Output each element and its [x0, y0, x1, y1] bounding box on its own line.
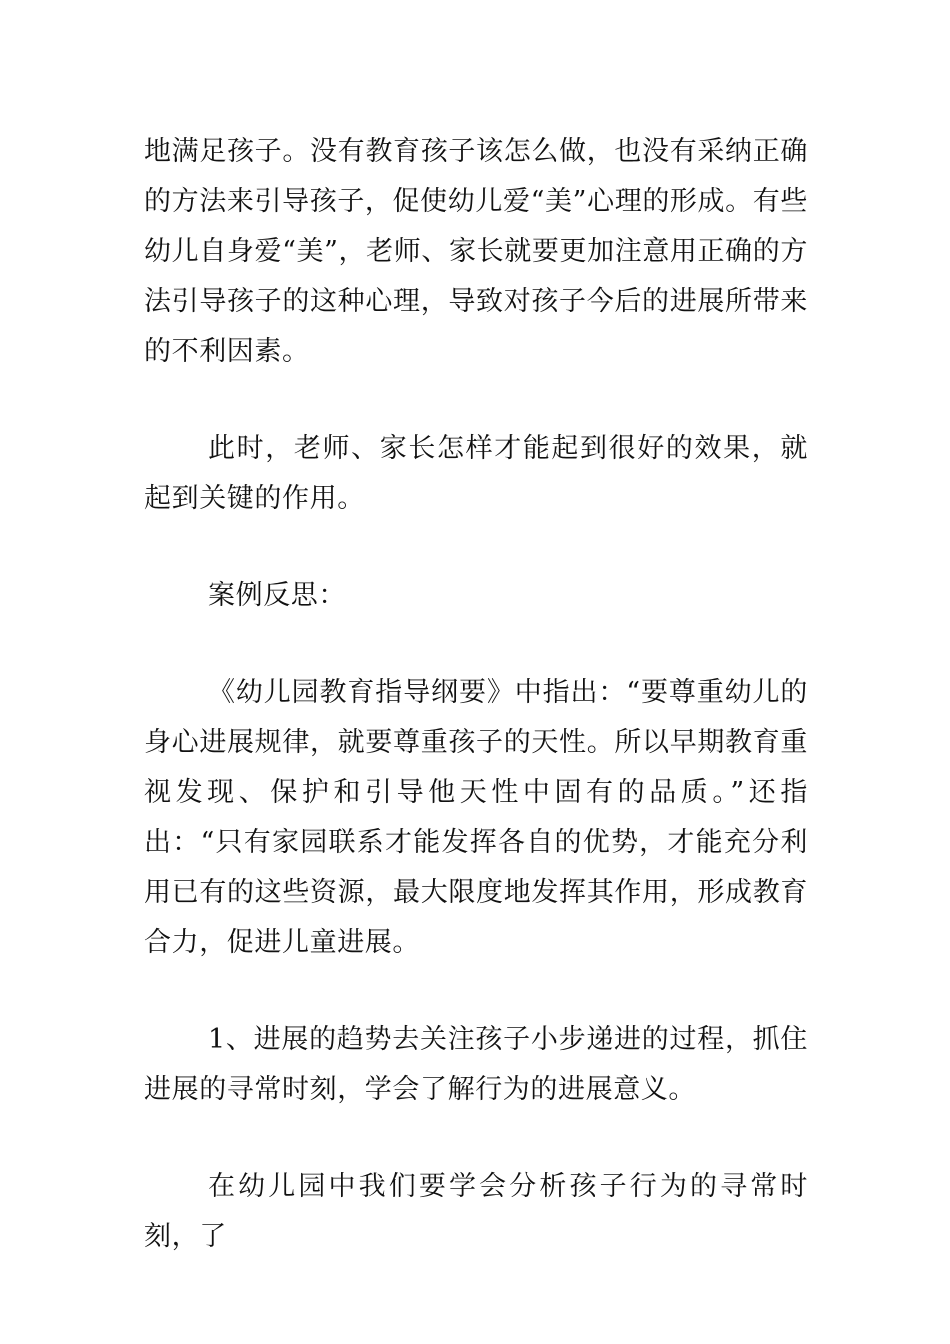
paragraph-continuation: 地满足孩子。没有教育孩子该怎么做，也没有采纳正确的方法来引导孩子，促使幼儿爱“美”心理的形成。有些幼儿自身爱“美”，老师、家长就要更加注意用正确的方法引导孩子的这种心理，导致对孩子今后的进展所带来的不利因素。 [144, 136, 808, 367]
section-heading-reflection: 案例反思： [208, 580, 346, 611]
document-body [144, 127, 808, 1262]
paragraph-point-1: 1、进展的趋势去关注孩子小步递进的过程，抓住 进展的寻常时刻，学会了解行为的进展意义。 [144, 1024, 808, 1105]
paragraph-effect: 此时，老师、家长怎样才能起到很好的效果，就起到关键的作用。 [144, 433, 808, 514]
paragraph-analysis: 在幼儿园中我们要学会分析孩子行为的寻常时刻，了 [144, 1171, 808, 1252]
paragraph-guideline-quote: 《幼儿园教育指导纲要》中指出：“要尊重幼儿的身心进展规律，就要尊重孩子的天性。所以早期教育重视发现、保护和引导他天性中固有的品质。”还指出：“只有家园联系才能发挥各自的优势，才能充分利用已有的这些资源，最大限度地发挥其作用，形成教育合力，促进儿童进展。 [144, 677, 808, 958]
